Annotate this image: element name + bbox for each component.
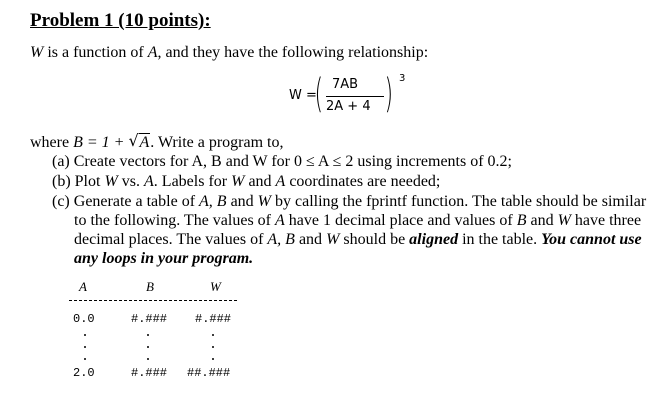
no-loops-emphasis: You cannot use [541,231,642,248]
table-header-b: B [146,279,154,294]
item-b: (b) Plot W vs. A. Labels for W and A coordinates are needed; [52,173,441,190]
table-cell-w-first: #.### [195,312,232,326]
item-c-line-4 [74,249,253,269]
ellipsis-dot [212,334,214,336]
equation-lhs: W = [289,88,317,103]
equation [289,71,419,122]
table-cell-w-last: ##.### [187,366,231,380]
var-w: W [30,44,44,61]
where-line [30,133,284,153]
intro-line [30,43,428,63]
equation-exponent: 3 [399,73,406,84]
item-c-line-3: decimal places. The values of A, B and W should be aligned in the table. You cannot use [74,231,642,248]
ellipsis-dot [147,358,149,360]
table-cell-b-first: #.### [131,312,168,326]
table-header-a: A [79,279,87,294]
problem-title: Problem 1 (10 points): [30,10,211,31]
no-loops-emphasis-end: any loops in your program. [74,250,254,267]
table-cell-a-last: 2.0 [73,366,95,380]
item-c-line-2: to the following. The values of A have 1 decimal place and values of B and W have three [74,212,642,229]
table-cell-a-first: 0.0 [73,312,95,326]
item-a: (a) Create vectors for A, B and W for 0 ≤ A ≤ 2 using increments of 0.2; [52,153,512,170]
ellipsis-dot [212,358,214,360]
item-c: (c) Generate a table of A, B and W by calling the fprintf function. The table should be similar [52,193,647,210]
table-header-w: W [210,279,221,294]
sqrt-symbol: √ A [128,131,150,151]
intro-text-end: , and they have the following relationship: [157,44,429,61]
ellipsis-dot [147,346,149,348]
ellipsis-dot [212,346,214,348]
ellipsis-dot [84,346,86,348]
fraction-bar [326,96,384,97]
ellipsis-dot [147,334,149,336]
right-paren: ) [384,71,394,117]
ellipsis-dot [84,358,86,360]
table-cell-b-last: #.### [131,366,168,380]
ellipsis-dot [84,334,86,336]
intro-text: is a function of [43,44,148,61]
sqrt-argument: A [139,134,150,151]
equation-denominator: 2A + 4 [326,99,371,114]
var-a: A [147,44,158,61]
where-suffix: . Write a program to, [150,134,284,151]
table-divider [69,300,237,301]
left-paren: ( [314,71,324,117]
equation-numerator: 7AB [332,77,359,92]
where-prefix: where [30,134,74,151]
aligned-emphasis: aligned [409,231,459,248]
b-expression: B = 1 + [73,134,129,151]
